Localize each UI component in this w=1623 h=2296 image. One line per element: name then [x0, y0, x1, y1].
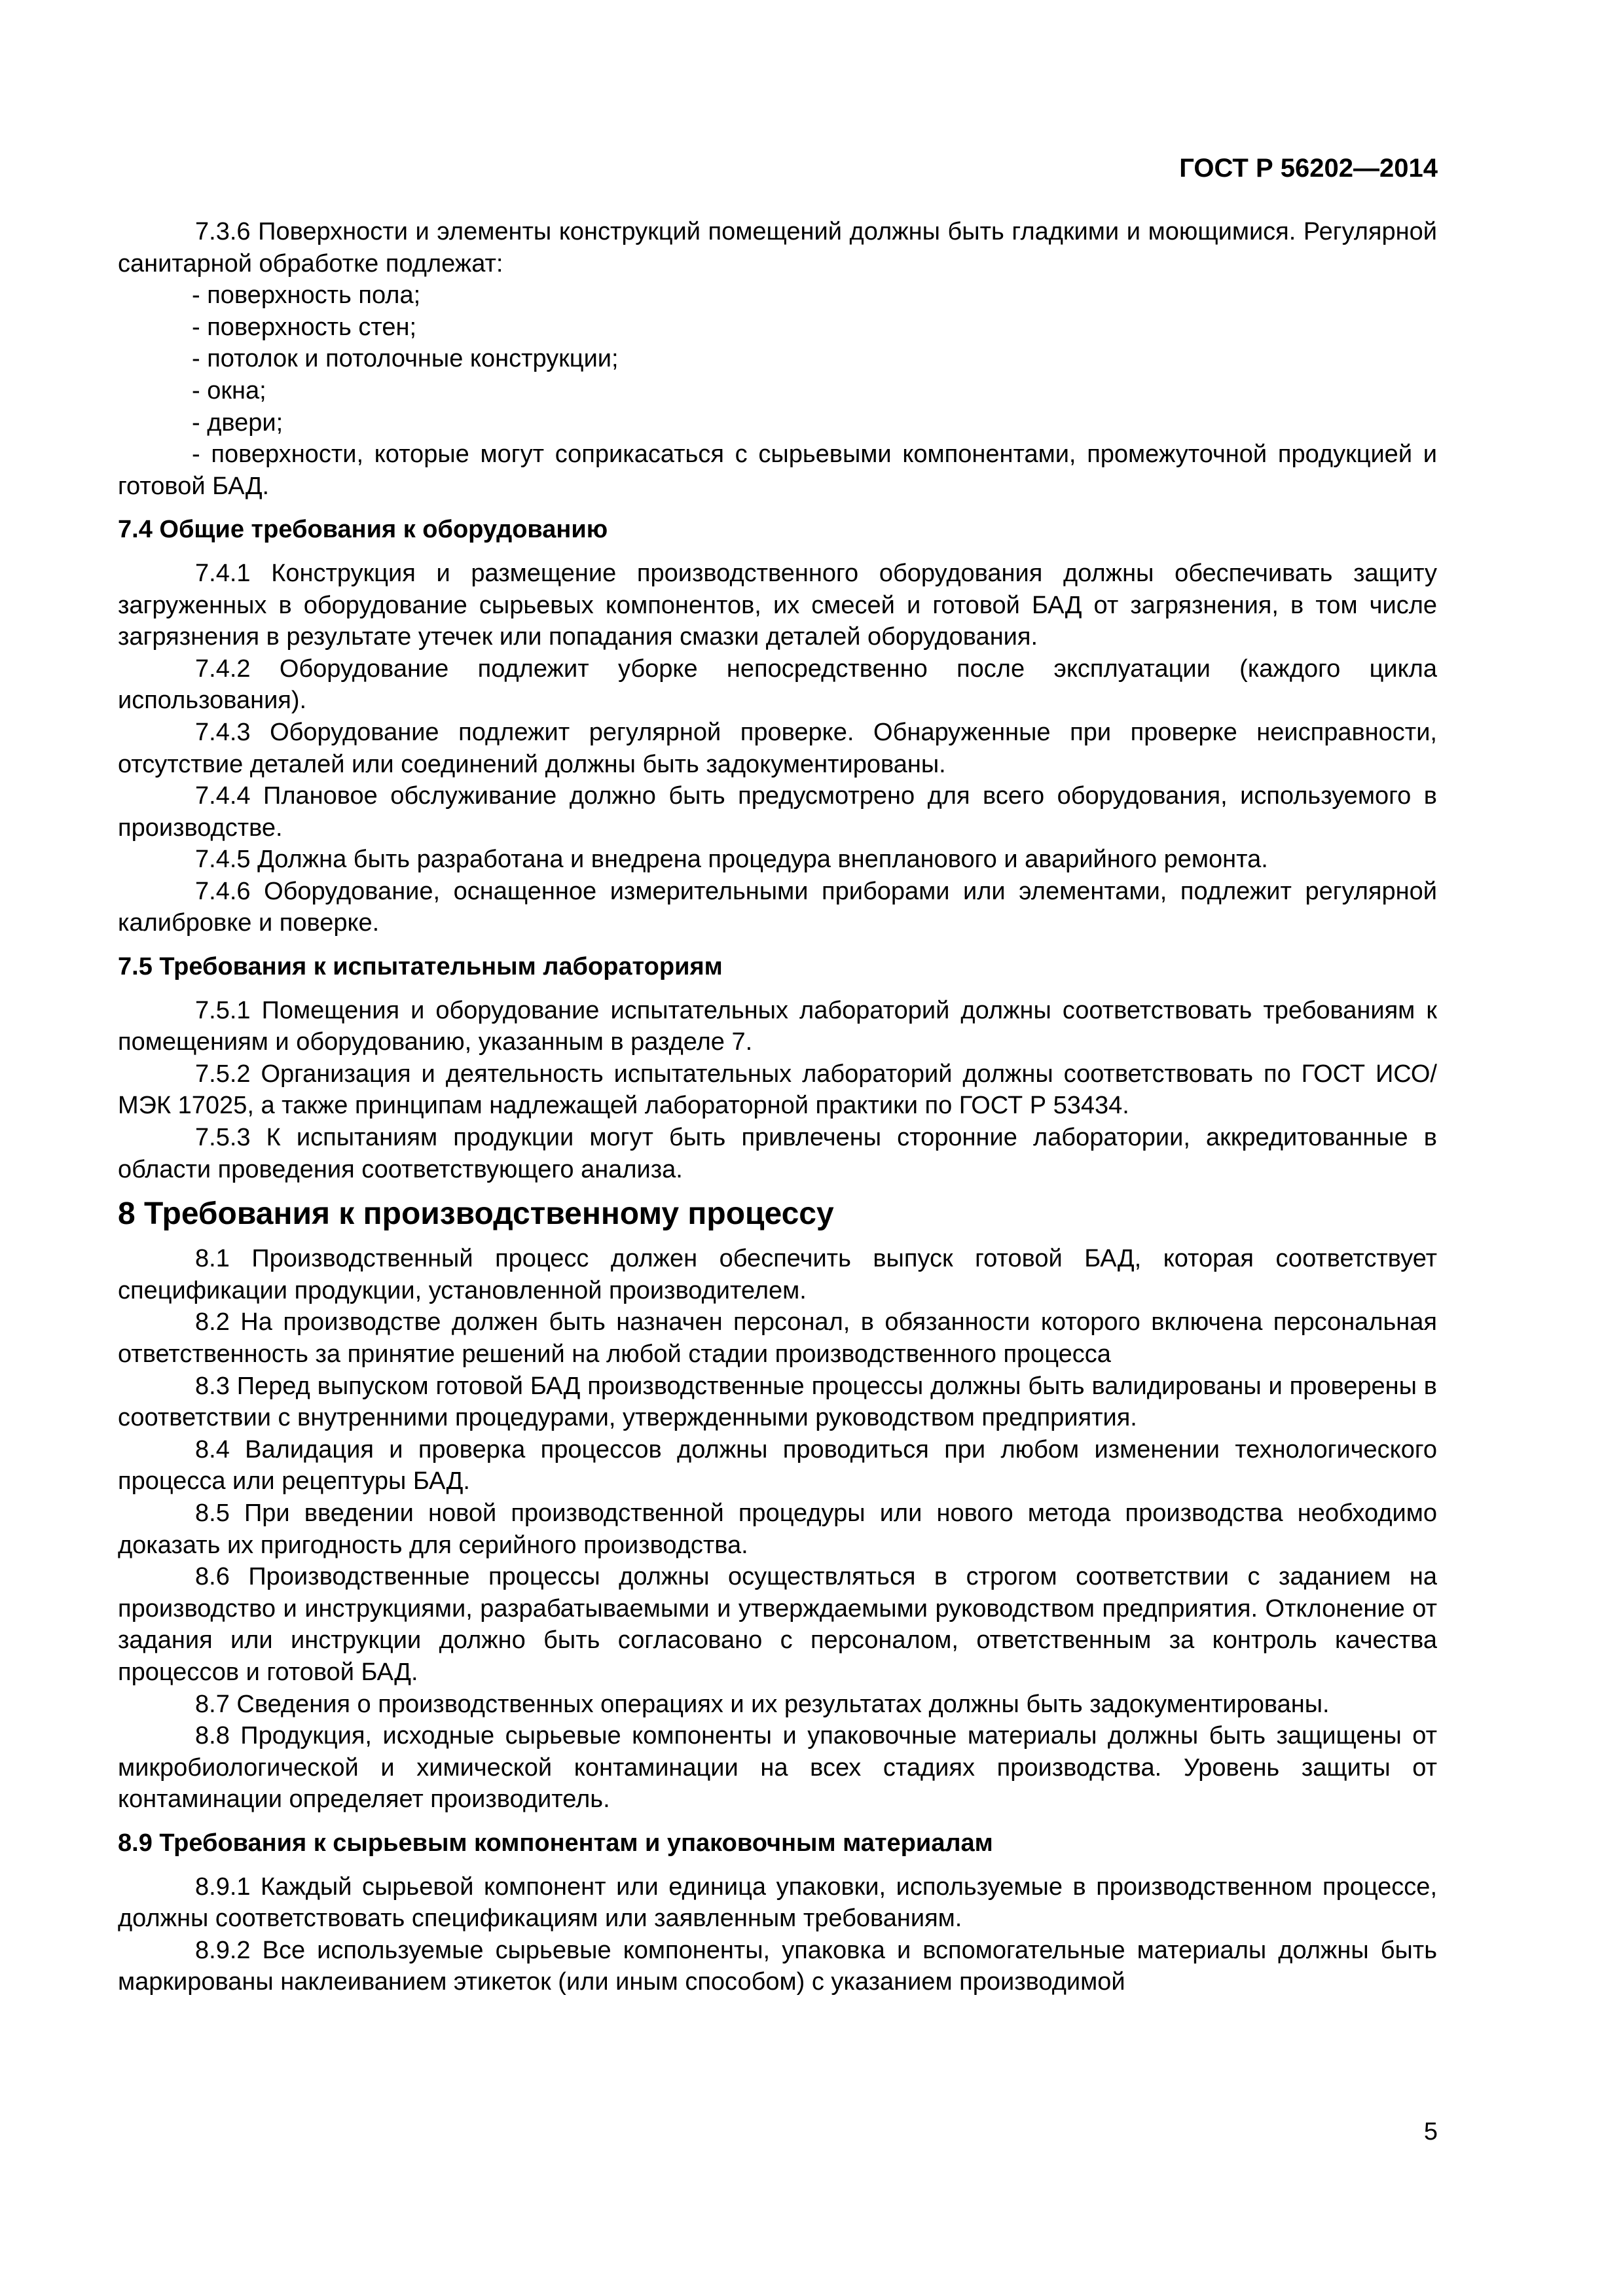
- document-body: [118, 216, 1437, 1998]
- clause-7-5-3: 7.5.3 К испытаниям продукции могут быть привлечены сторонние лаборатории, аккредитованные в области проведения соответствующего анализа.: [118, 1124, 1437, 1183]
- clause-7-4-4: 7.4.4 Плановое обслуживание должно быть предусмотрено для всего оборудования, используемого в производстве.: [118, 782, 1437, 842]
- section-heading-7-4: 7.4 Общие требования к оборудованию: [118, 516, 608, 544]
- clause-7-4-6: 7.4.6 Оборудование, оснащенное измерительными приборами или элементами, подлежит регулярной калибровке и поверке.: [118, 877, 1437, 937]
- clause-7-4-3: 7.4.3 Оборудование подлежит регулярной проверке. Обнаруженные при проверке неисправности, отсутствие деталей или соединений должны быть задокументированы.: [118, 718, 1437, 778]
- page-number: 5: [1423, 2118, 1438, 2145]
- clause-7-5-2: 7.5.2 Организация и деятельность испытательных лабораторий должны соответствовать по ГОСТ ИСО/МЭК 17025, а также принципам надлежащей лабораторной практики по ГОСТ Р 53434.: [118, 1060, 1437, 1120]
- list-item-windows: - окна;: [192, 376, 266, 404]
- clause-8-7: 8.7 Сведения о производственных операциях и их результатах должны быть задокументированы.: [195, 1690, 1330, 1718]
- clause-7-3-6: 7.3.6 Поверхности и элементы конструкций помещений должны быть гладкими и моющимися. Регулярной санитарной обработке подлежат:: [118, 218, 1437, 278]
- clause-8-6: 8.6 Производственные процессы должны осуществляться в строгом соответствии с заданием на производство и инструкциями, разрабатываемыми и утверждаемыми руководством предприятия. Отклонение от задания или инструкции должно быть согласовано с персоналом, ответственным за контроль качества процессов и готовой БАД.: [118, 1563, 1437, 1686]
- clause-7-5-1: 7.5.1 Помещения и оборудование испытательных лабораторий должны соответствовать требованиям к помещениям и оборудованию, указанным в разделе 7.: [118, 996, 1437, 1056]
- section-heading-7-5: 7.5 Требования к испытательным лабораториям: [118, 953, 723, 981]
- clause-7-4-1: 7.4.1 Конструкция и размещение производственного оборудования должны обеспечивать защиту загруженных в оборудование сырьевых компонентов, их смесей и готовой БАД от загрязнения, в том числе загрязнения в результате утечек или попадания смазки деталей оборудования.: [118, 559, 1437, 651]
- list-item-walls: - поверхность стен;: [192, 313, 417, 341]
- clause-8-3: 8.3 Перед выпуском готовой БАД производственные процессы должны быть валидированы и проверены в соответствии с внутренними процедурами, утвержденными руководством предприятия.: [118, 1372, 1437, 1432]
- section-heading-8-9: 8.9 Требования к сырьевым компонентам и упаковочным материалам: [118, 1829, 993, 1857]
- document-code-header: ГОСТ Р 56202—2014: [1179, 154, 1438, 183]
- list-item-contact-surfaces: - поверхности, которые могут соприкасаться с сырьевыми компонентами, промежуточной продукцией и готовой БАД.: [118, 440, 1437, 500]
- clause-8-9-1: 8.9.1 Каждый сырьевой компонент или единица упаковки, используемые в производственном процессе, должны соответствовать спецификациям или заявленным требованиям.: [118, 1873, 1437, 1933]
- clause-7-4-5: 7.4.5 Должна быть разработана и внедрена процедура внепланового и аварийного ремонта.: [195, 846, 1268, 874]
- clause-7-4-2: 7.4.2 Оборудование подлежит уборке непосредственно после эксплуатации (каждого цикла использования).: [118, 655, 1437, 715]
- clause-8-5: 8.5 При введении новой производственной процедуры или нового метода производства необходимо доказать их пригодность для серийного производства.: [118, 1499, 1437, 1559]
- clause-8-9-2: 8.9.2 Все используемые сырьевые компоненты, упаковка и вспомогательные материалы должны быть маркированы наклеиванием этикеток (или иным способом) с указанием производимой: [118, 1936, 1437, 1996]
- list-item-floor: - поверхность пола;: [192, 281, 421, 310]
- clause-8-1: 8.1 Производственный процесс должен обеспечить выпуск готовой БАД, которая соответствует спецификации продукции, установленной производителем.: [118, 1245, 1437, 1304]
- clause-8-8: 8.8 Продукция, исходные сырьевые компоненты и упаковочные материалы должны быть защищены от микробиологической и химической контаминации на всех стадиях производства. Уровень защиты от контаминации определяет производитель.: [118, 1722, 1437, 1814]
- clause-8-4: 8.4 Валидация и проверка процессов должны проводиться при любом изменении технологического процесса или рецептуры БАД.: [118, 1435, 1437, 1496]
- list-item-doors: - двери;: [192, 408, 283, 437]
- clause-8-2: 8.2 На производстве должен быть назначен персонал, в обязанности которого включена персональная ответственность за принятие решений на любой стадии производственного процесса: [118, 1308, 1437, 1368]
- chapter-heading-8: 8 Требования к производственному процессу: [118, 1196, 834, 1232]
- list-item-ceiling: - потолок и потолочные конструкции;: [192, 345, 619, 373]
